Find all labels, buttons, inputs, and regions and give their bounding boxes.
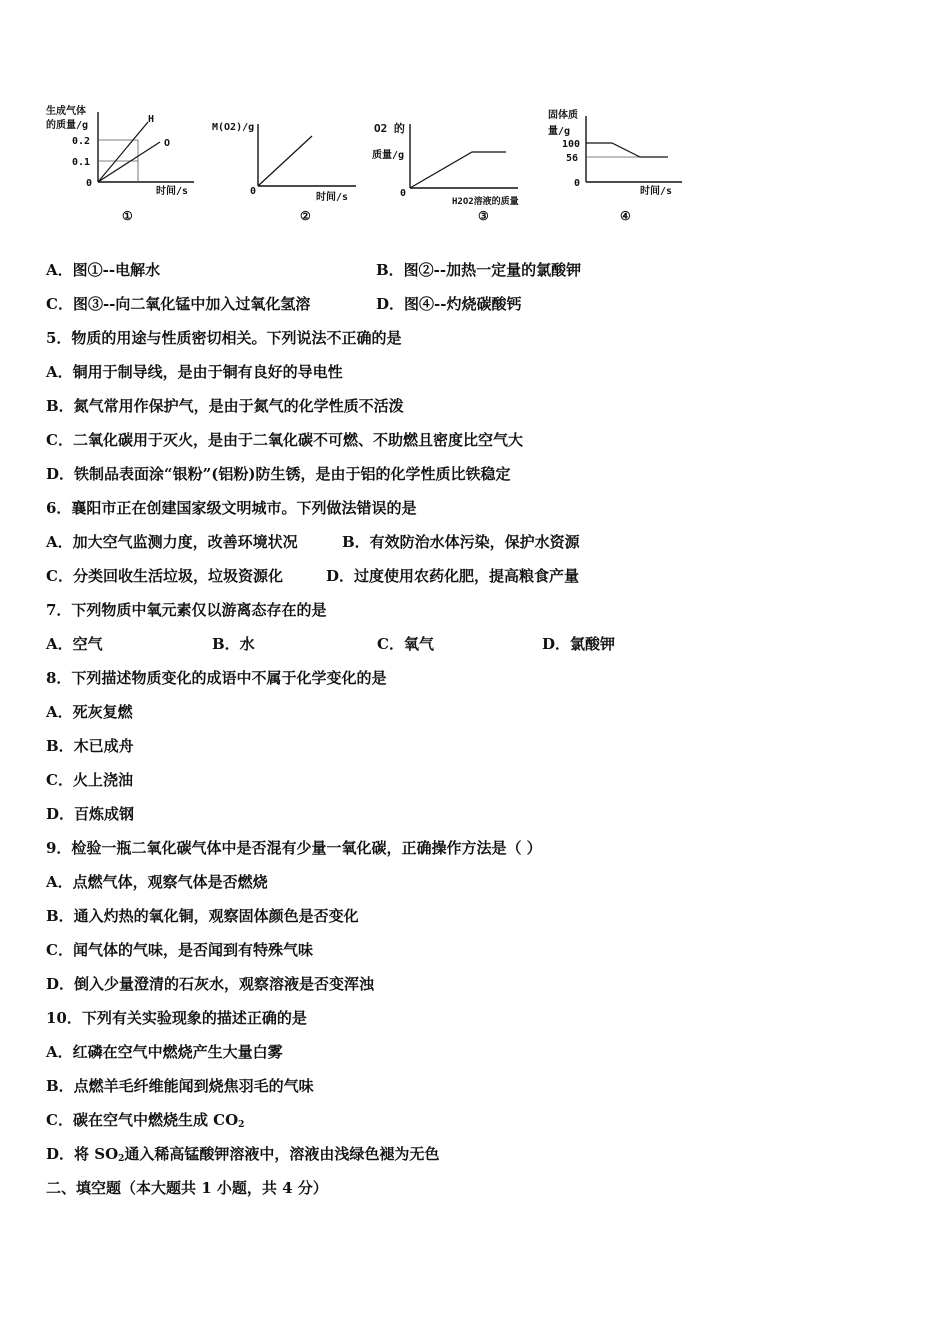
q10-option-c [46, 1110, 244, 1135]
q10-stem: 10．下列有关实验现象的描述正确的是 [46, 1009, 307, 1027]
f4-tick-56: 56 [566, 153, 579, 164]
q10-option-c-sub: 2 [238, 1120, 245, 1130]
figure-2-potassium-chlorate [212, 114, 372, 226]
f1-tick-02: 0.2 [72, 136, 91, 147]
q9-option-d: D．倒入少量澄清的石灰水，观察溶液是否变浑浊 [46, 975, 375, 993]
q10-option-d-pre: D．将 SO [46, 1145, 119, 1163]
q9-option-c: C．闻气体的气味，是否闻到有特殊气味 [46, 941, 313, 959]
q5-option-a: A．铜用于制导线，是由于铜有良好的导电性 [46, 363, 343, 381]
f1-ylabel-2: 的质量/g [46, 120, 89, 131]
f4-caption: ④ [620, 209, 631, 223]
q7-option-b: B．水 [212, 635, 255, 653]
f3-line [410, 152, 506, 188]
q10-option-b: B．点燃羊毛纤维能闻到烧焦羽毛的气味 [46, 1077, 314, 1095]
f1-tick-01: 0.1 [72, 157, 91, 168]
q4-option-c: C．图③--向二氧化锰中加入过氧化氢溶 [46, 295, 311, 313]
q7-option-c: C．氧气 [377, 635, 434, 653]
figure-1-electrolysis [44, 102, 204, 226]
f3-ylabel-2: 质量/g [372, 150, 405, 161]
q8-stem: 8．下列描述物质变化的成语中不属于化学变化的是 [46, 669, 387, 687]
figure-1-graph [44, 102, 204, 226]
f4-origin: 0 [574, 178, 581, 189]
q9-stem: 9．检验一瓶二氧化碳气体中是否混有少量一氧化碳，正确操作方法是（ ） [46, 839, 542, 857]
q10-option-d [46, 1144, 439, 1169]
f1-line-h [98, 122, 148, 182]
q9-option-a: A．点燃气体，观察气体是否燃烧 [46, 873, 268, 891]
f2-ylabel: M(O2)/g [212, 122, 255, 133]
q5-stem: 5．物质的用途与性质密切相关。下列说法不正确的是 [46, 329, 402, 347]
figure-4-graph [544, 106, 694, 226]
figure-4-calcium-carbonate [544, 106, 694, 226]
f4-ylabel-2: 量/g [548, 126, 571, 137]
q7-option-d: D．氯酸钾 [542, 635, 616, 653]
f4-xlabel: 时间/s [640, 186, 673, 197]
q7-option-a: A．空气 [46, 635, 103, 653]
f1-label-o: O [164, 138, 171, 149]
f1-xlabel: 时间/s [156, 186, 189, 197]
f4-line [586, 143, 668, 157]
f3-xlabel: H2O2溶液的质量 [452, 197, 519, 207]
f2-origin: 0 [250, 186, 257, 197]
q10-option-c-text: C．碳在空气中燃烧生成 CO [46, 1111, 239, 1129]
f4-tick-100: 100 [562, 139, 581, 150]
f1-line-o [98, 142, 160, 182]
figure-2-graph [212, 114, 372, 226]
f3-caption: ③ [478, 209, 489, 223]
q4-option-a: A．图①--电解水 [46, 261, 161, 279]
q8-option-c: C．火上浇油 [46, 771, 133, 789]
q10-option-a: A．红磷在空气中燃烧产生大量白雾 [46, 1043, 283, 1061]
q8-option-a: A．死灰复燃 [46, 703, 133, 721]
q10-option-d-post: 通入稀高锰酸钾溶液中，溶液由浅绿色褪为无色 [124, 1145, 440, 1163]
q6-option-d: D．过度使用农药化肥，提高粮食产量 [326, 567, 580, 585]
q6-option-c: C．分类回收生活垃圾，垃圾资源化 [46, 567, 283, 585]
q8-option-d: D．百炼成钢 [46, 805, 135, 823]
f1-ylabel-1: 生成气体 [46, 106, 86, 117]
f1-origin: 0 [86, 178, 93, 189]
f3-origin: 0 [400, 188, 407, 199]
q4-option-d: D．图④--灼烧碳酸钙 [376, 295, 522, 313]
q4-option-b: B．图②--加热一定量的氯酸钾 [376, 261, 582, 279]
q5-option-d: D．铁制品表面涂“银粉”(铝粉)防生锈，是由于铝的化学性质比铁稳定 [46, 465, 511, 483]
f2-caption: ② [300, 209, 311, 223]
figure-3-hydrogen-peroxide [368, 116, 538, 226]
section-2-heading: 二、填空题（本大题共 1 小题，共 4 分） [46, 1179, 328, 1197]
f3-ylabel-1: O2 的 [374, 122, 405, 135]
figure-3-graph [368, 116, 538, 226]
f1-caption: ① [122, 209, 133, 223]
q9-option-b: B．通入灼热的氧化铜，观察固体颜色是否变化 [46, 907, 359, 925]
q7-stem: 7．下列物质中氧元素仅以游离态存在的是 [46, 601, 327, 619]
f2-line [258, 136, 312, 186]
q6-option-a: A．加大空气监测力度，改善环境状况 [46, 533, 298, 551]
q6-stem: 6．襄阳市正在创建国家级文明城市。下列做法错误的是 [46, 499, 417, 517]
q5-option-b: B．氮气常用作保护气，是由于氮气的化学性质不活泼 [46, 397, 404, 415]
q5-option-c: C．二氧化碳用于灭火，是由于二氧化碳不可燃、不助燃且密度比空气大 [46, 431, 523, 449]
f4-ylabel-1: 固体质 [548, 110, 578, 121]
q6-option-b: B．有效防治水体污染，保护水资源 [342, 533, 580, 551]
q8-option-b: B．木已成舟 [46, 737, 134, 755]
f2-xlabel: 时间/s [316, 192, 349, 203]
f1-label-h: H [148, 114, 155, 125]
q10-option-d-sub: 2 [118, 1154, 125, 1164]
